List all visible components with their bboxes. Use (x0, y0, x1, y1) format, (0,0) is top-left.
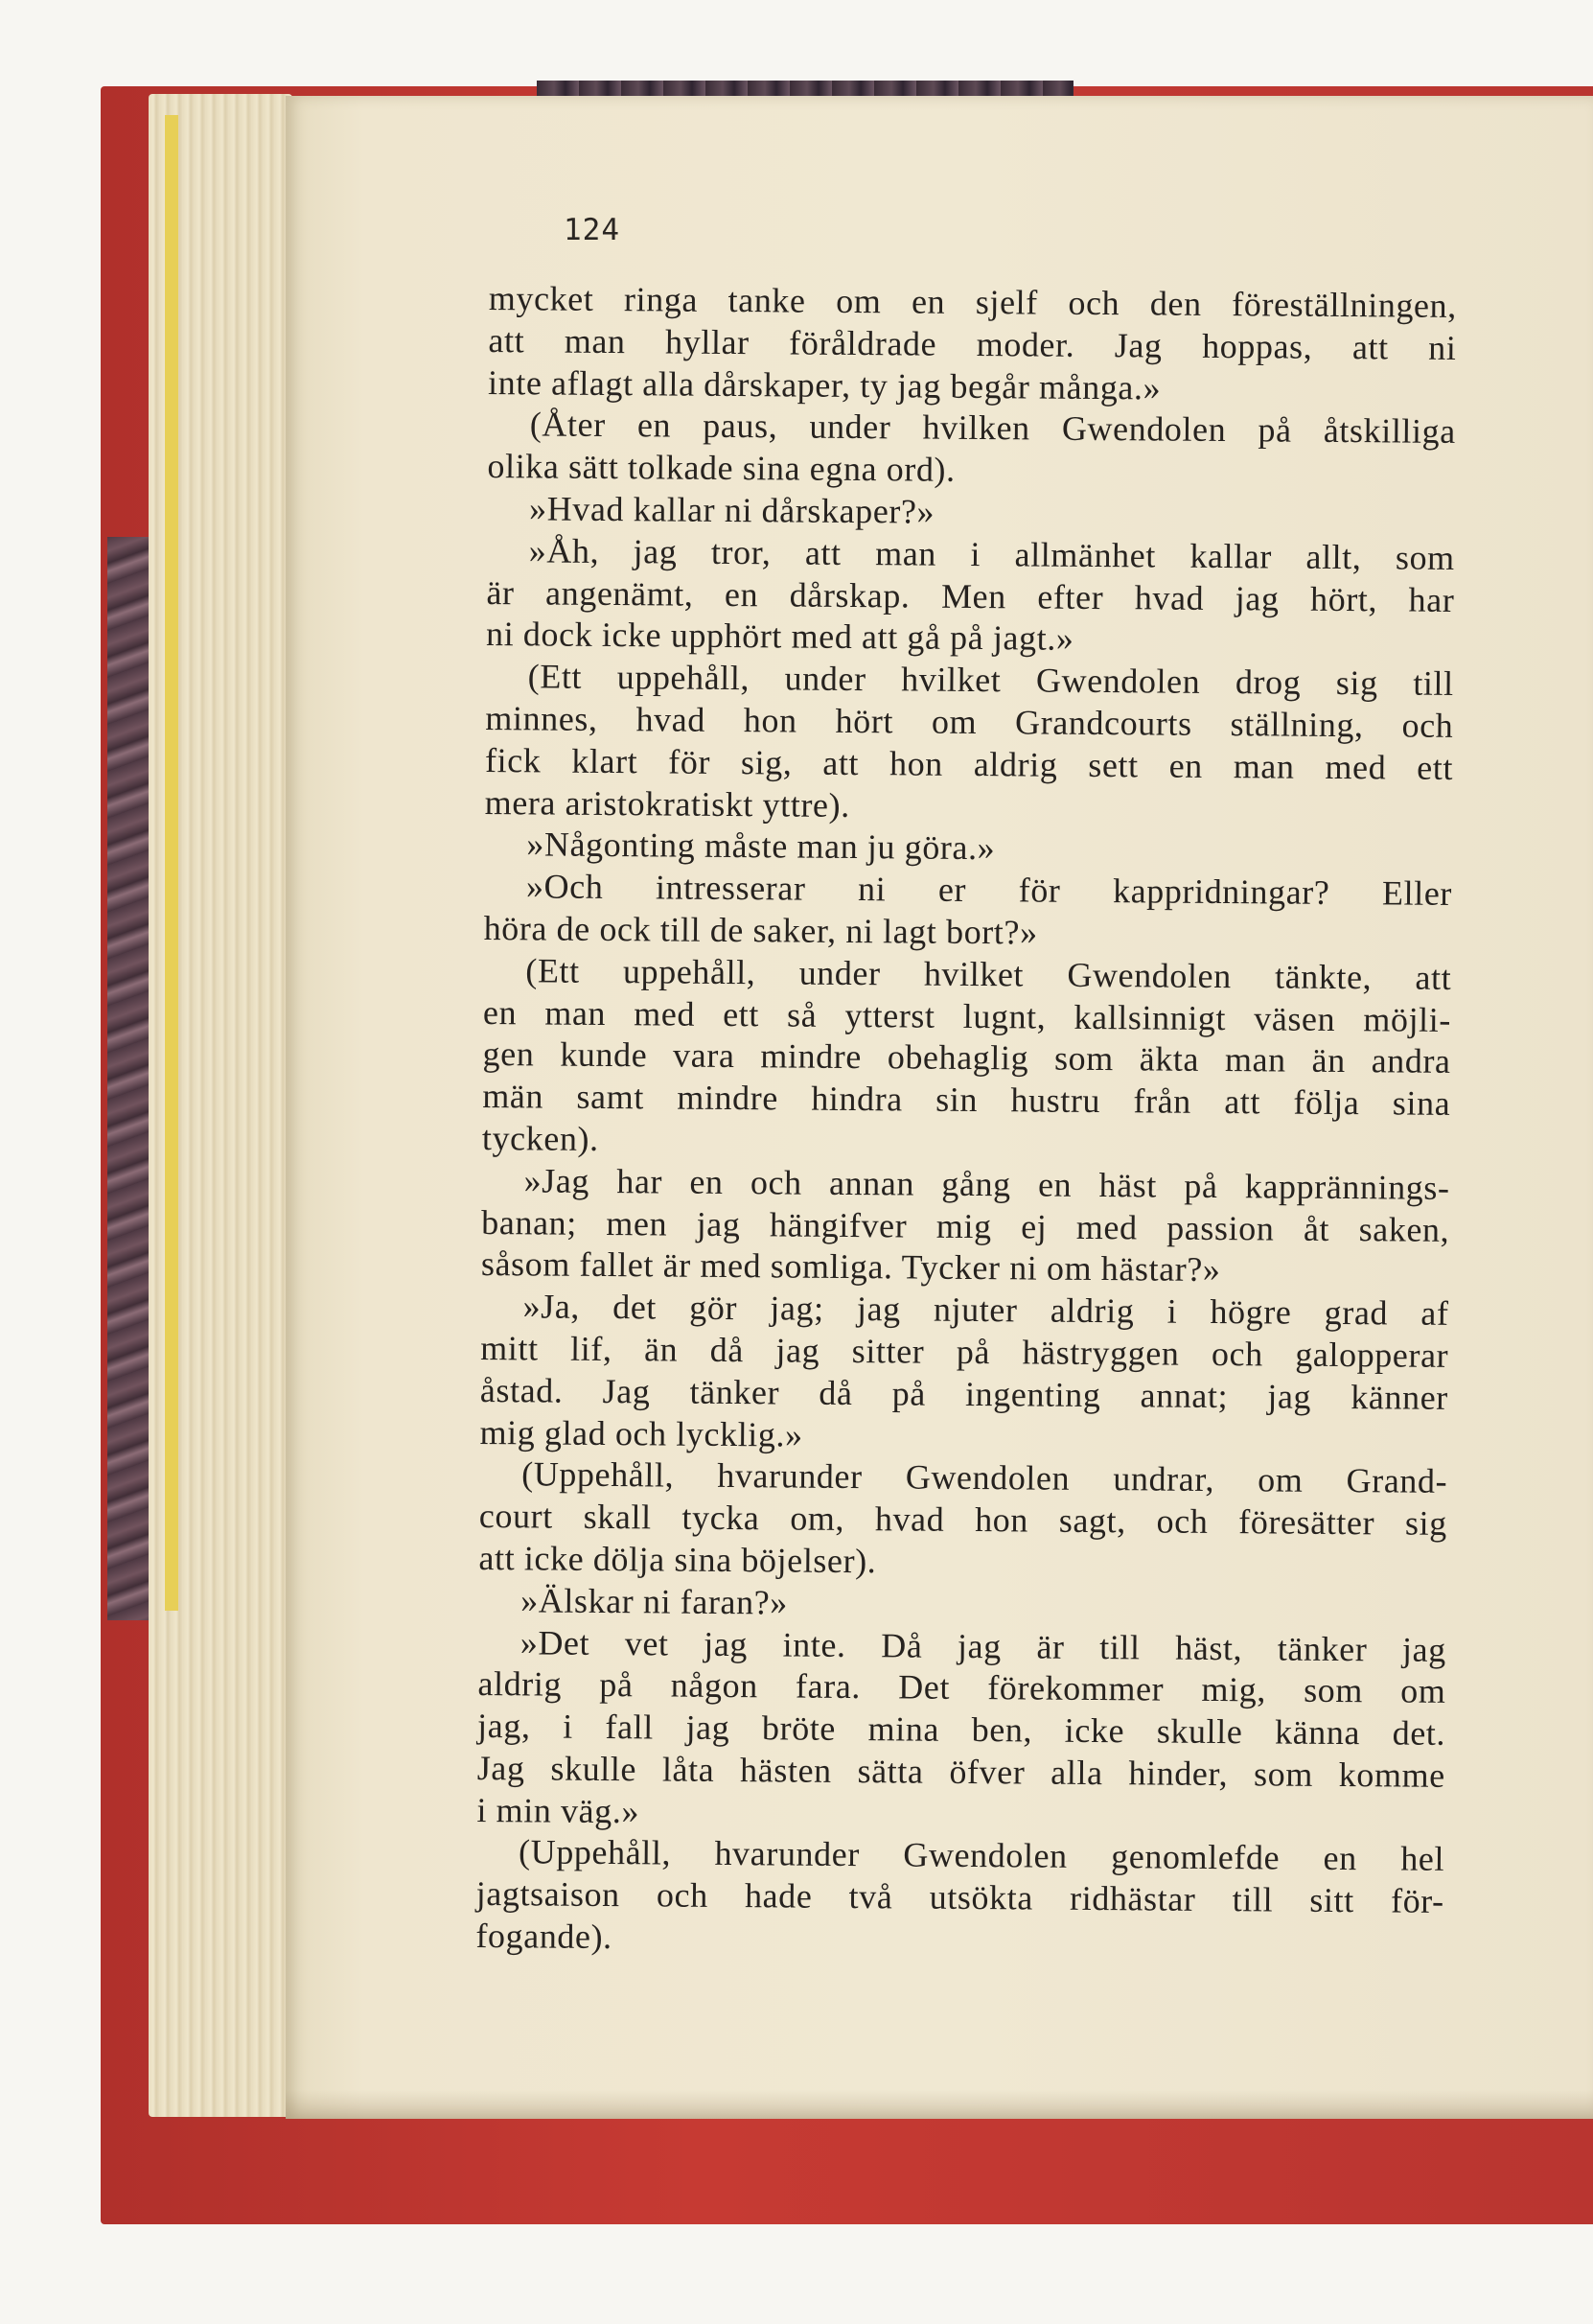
text-line: minnes, hvad hon hört om Grandcourts ställning, och (485, 698, 1454, 745)
text-line: såsom fallet är med somliga. Tycker ni om hästar?» (480, 1244, 1221, 1290)
text-line: »Älskar ni faran?» (520, 1581, 789, 1622)
text-line: (Åter en paus, under hvilken Gwendolen på åtskilliga (529, 405, 1456, 452)
text-line: ni dock icke upphört med att gå på jagt.» (485, 615, 1074, 659)
text-line: Jag skulle låta hästen sätta öfver alla hinder, som komme (476, 1748, 1445, 1795)
text-line: jag, i fall jag bröte mina ben, icke skulle känna det. (476, 1707, 1446, 1753)
gilt-page-edge (165, 115, 178, 1611)
text-line: »Någonting måste man ju göra.» (526, 825, 996, 868)
text-line: fick klart för sig, att hon aldrig sett en man med ett (484, 740, 1454, 787)
text-line: fogande). (475, 1917, 612, 1957)
text-line: mycket ringa tanke om en sjelf och den föreställningen, (488, 278, 1457, 325)
text-line: är angenämt, en dårskap. Men efter hvad jag hört, har (486, 572, 1455, 619)
text-line: en man med ett så ytterst lugnt, kallsinnigt väsen möjli- (482, 992, 1452, 1039)
text-line: tycken). (481, 1118, 599, 1158)
text-line: mitt lif, än då jag sitter på hästryggen och galopperar (480, 1328, 1449, 1375)
text-line: i min väg.» (476, 1790, 640, 1830)
text-line: (Uppehåll, hvarunder Gwendolen undrar, om Grand- (521, 1454, 1448, 1501)
text-line: att man hyllar föråldrade moder. Jag hoppas, att ni (488, 320, 1457, 367)
text-line: »Det vet jag inte. Då jag är till häst, tänker jag (519, 1622, 1446, 1669)
text-line: åstad. Jag tänker då på ingenting annat; jag känner (479, 1370, 1449, 1417)
text-line: banan; men jag hängifver mig ej med passion åt saken, (481, 1202, 1450, 1249)
body-text (475, 278, 1457, 1965)
text-line: höra de ock till de saker, ni lagt bort?» (483, 908, 1038, 952)
text-line: »Åh, jag tror, att man i allmänhet kallar allt, som (528, 531, 1455, 577)
text-line: män samt mindre hindra sin hustru från att följa sina (482, 1077, 1451, 1124)
text-line: »Och intresserar ni er för kappridningar? Eller (525, 867, 1453, 914)
text-line: mig glad och lycklig.» (479, 1412, 803, 1454)
text-line: att icke dölja sina böjelser). (478, 1538, 877, 1581)
text-line: (Ett uppehåll, under hvilket Gwendolen tänkte, att (525, 951, 1452, 997)
text-line: gen kunde vara mindre obehaglig som äkta man än andra (482, 1034, 1451, 1081)
text-line: »Jag har en och annan gång en häst på kapprännings- (523, 1161, 1450, 1207)
text-line: (Uppehåll, hvarunder Gwendolen genomlefde en hel (518, 1832, 1445, 1879)
text-line: olika sätt tolkade sina egna ord). (487, 447, 956, 490)
page-number: 124 (564, 213, 620, 247)
text-line: aldrig på någon fara. Det förekommer mig, som om (477, 1664, 1446, 1711)
text-line: (Ett uppehåll, under hvilket Gwendolen drog sig till (527, 657, 1454, 704)
text-line: court skall tycka om, hvad hon sagt, och föresätter sig (478, 1497, 1447, 1544)
text-line: mera aristokratiskt yttre). (484, 782, 850, 825)
text-line: »Hvad kallar ni dårskaper?» (528, 489, 935, 531)
text-line: »Ja, det gör jag; jag njuter aldrig i högre grad af (522, 1287, 1449, 1334)
page-bottom-shadow (286, 2090, 1593, 2119)
text-line: inte aflagt alla dårskaper, ty jag begår många.» (487, 362, 1162, 407)
text-line: jagtsaison och hade två utsökta ridhästar till sitt för- (475, 1874, 1444, 1921)
